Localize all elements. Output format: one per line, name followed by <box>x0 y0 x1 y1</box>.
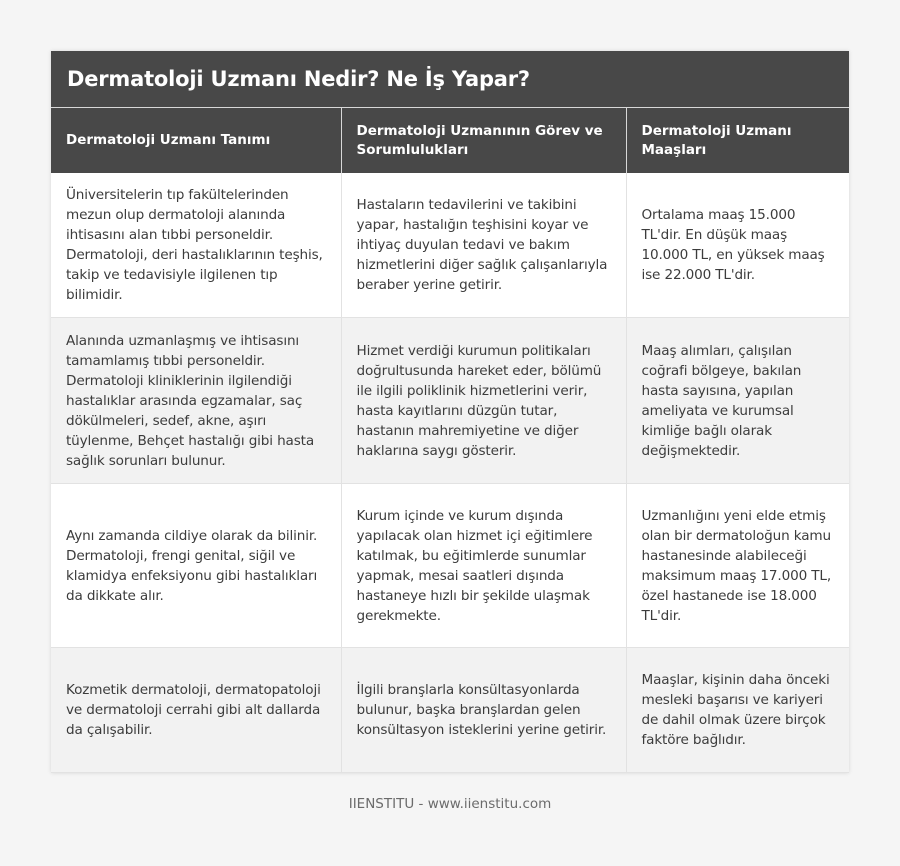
header-row <box>51 108 849 173</box>
table-row <box>51 648 849 773</box>
cell-salaries: Uzmanlığını yeni elde etmiş olan bir dermatoloğun kamu hastanesinde alabileceği maksimum maaş 17.000 TL, özel hastanede ise 18.000 TL'dir. <box>626 484 849 648</box>
info-table-card <box>51 51 849 773</box>
cell-duties: Hastaların tedavilerini ve takibini yapar, hastalığın teşhisini koyar ve ihtiyaç duyulan tedavi ve bakım hizmetlerini diğer sağlık çalışanlarıyla beraber yerine getirir. <box>341 173 626 318</box>
cell-salaries: Ortalama maaş 15.000 TL'dir. En düşük maaş 10.000 TL, en yüksek maaş ise 22.000 TL'dir. <box>626 173 849 318</box>
cell-definition: Aynı zamanda cildiye olarak da bilinir. Dermatoloji, frengi genital, siğil ve klamidya enfeksiyonu gibi hastalıkları da dikkate alır. <box>51 484 341 648</box>
info-table <box>51 108 849 773</box>
table-row <box>51 173 849 318</box>
table-row <box>51 484 849 648</box>
cell-duties: Kurum içinde ve kurum dışında yapılacak olan hizmet içi eğitimlere katılmak, bu eğitimlerde sunumlar yapmak, mesai saatleri dışında hastaneye hızlı bir şekilde ulaşmak gerekmekte. <box>341 484 626 648</box>
table-row <box>51 318 849 484</box>
cell-salaries: Maaşlar, kişinin daha önceki mesleki başarısı ve kariyeri de dahil olmak üzere birçok faktöre bağlıdır. <box>626 648 849 773</box>
footer-credit: IIENSTITU - www.iienstitu.com <box>348 796 552 812</box>
cell-definition: Alanında uzmanlaşmış ve ihtisasını tamamlamış tıbbi personeldir. Dermatoloji kliniklerinin ilgilendiği hastalıklar arasında egzamalar, saç dökülmeleri, sedef, akne, aşırı tüylenme, Behçet hastalığı gibi hasta sağlık sorunları bulunur. <box>51 318 341 484</box>
cell-salaries: Maaş alımları, çalışılan coğrafi bölgeye, bakılan hasta sayısına, yapılan ameliyata ve kurumsal kimliğe bağlı olarak değişmektedir. <box>626 318 849 484</box>
column-header-duties: Dermatoloji Uzmanının Görev ve Sorumlulukları <box>341 108 626 173</box>
cell-definition: Kozmetik dermatoloji, dermatopatoloji ve dermatoloji cerrahi gibi alt dallarda da çalışabilir. <box>51 648 341 773</box>
page-title: Dermatoloji Uzmanı Nedir? Ne İş Yapar? <box>67 67 530 91</box>
column-header-definition: Dermatoloji Uzmanı Tanımı <box>51 108 341 173</box>
cell-duties: İlgili branşlarla konsültasyonlarda bulunur, başka branşlardan gelen konsültasyon isteklerini yerine getirir. <box>341 648 626 773</box>
cell-definition: Üniversitelerin tıp fakültelerinden mezun olup dermatoloji alanında ihtisasını alan tıbbi personeldir. Dermatoloji, deri hastalıklarının teşhis, takip ve tedavisiyle ilgilenen tıp bilimidir. <box>51 173 341 318</box>
column-header-salaries: Dermatoloji Uzmanı Maaşları <box>626 108 849 173</box>
cell-duties: Hizmet verdiği kurumun politikaları doğrultusunda hareket eder, bölümü ile ilgili poliklinik hizmetlerini verir, hasta kayıtlarını düzgün tutar, hastanın mahremiyetine ve diğer haklarına saygı gösterir. <box>341 318 626 484</box>
title-bar <box>51 51 849 108</box>
